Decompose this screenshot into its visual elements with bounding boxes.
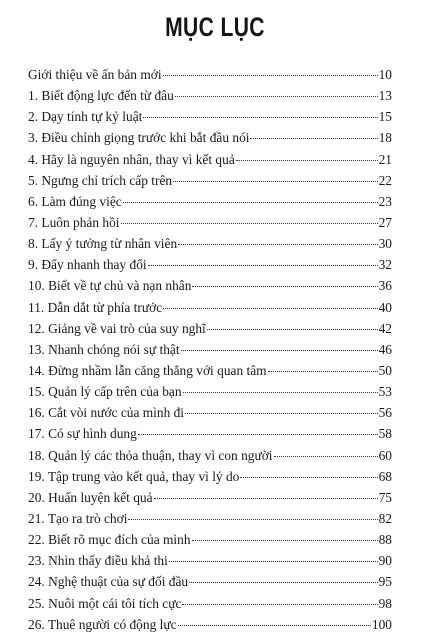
toc-entry-title: 19. Tập trung vào kết quả, thay vì lý do: [28, 468, 240, 484]
dot-leader: [123, 202, 378, 203]
toc-entry-page-number: 98: [378, 595, 392, 611]
toc-entry-title: 7. Luôn phản hồi: [28, 214, 120, 230]
page-title: MỤC LỤC: [165, 12, 265, 42]
toc-entry-title: 10. Biết về tự chủ và nạn nhân: [28, 278, 192, 294]
dot-leader: [138, 434, 378, 435]
dot-leader: [178, 625, 371, 626]
toc-entry-page-number: 60: [378, 447, 392, 463]
toc-entry-title: 13. Nhanh chóng nói sự thật: [28, 341, 180, 357]
toc-entry: [28, 596, 392, 617]
dot-leader: [268, 371, 378, 372]
dot-leader: [181, 350, 378, 351]
toc-entry: [28, 363, 392, 384]
toc-entry: [28, 574, 392, 595]
toc-entry-page-number: 42: [378, 320, 392, 336]
toc-entry-page-number: 88: [378, 532, 392, 548]
dot-leader: [128, 519, 377, 520]
toc-entry-title: 22. Biết rõ mục đích của mình: [28, 532, 191, 548]
toc-entry-page-number: 100: [371, 616, 392, 632]
dot-leader: [189, 582, 378, 583]
dot-leader: [250, 138, 377, 139]
toc-entry-page-number: 36: [378, 278, 392, 294]
toc-entry: [28, 130, 392, 151]
dot-leader: [154, 498, 378, 499]
toc-entry: [28, 469, 392, 490]
dot-leader: [173, 181, 378, 182]
toc-entry-title: 24. Nghệ thuật của sự đối đầu: [28, 574, 189, 590]
toc-entry: [28, 405, 392, 426]
toc-entry: [28, 278, 392, 299]
toc-entry-title: 11. Dẫn dắt từ phía trước: [28, 299, 163, 315]
toc-entry: [28, 553, 392, 574]
dot-leader: [163, 308, 377, 309]
toc-entry: [28, 490, 392, 511]
toc-entry: [28, 426, 392, 447]
toc-entry: [28, 173, 392, 194]
toc-entry: [28, 109, 392, 130]
dot-leader: [192, 540, 378, 541]
toc-entry-page-number: 30: [378, 236, 392, 252]
toc-entry-title: 14. Đừng nhầm lẫn căng thẳng với quan tâm: [28, 362, 267, 378]
toc-entry-title: 21. Tạo ra trò chơi: [28, 510, 128, 526]
toc-entry-page-number: 95: [378, 574, 392, 590]
toc-entry-page-number: 27: [378, 214, 392, 230]
toc-entry: [28, 67, 392, 88]
toc-entry-page-number: 82: [378, 510, 392, 526]
toc-entry-page-number: 18: [378, 130, 392, 146]
toc-entry-page-number: 40: [378, 299, 392, 315]
dot-leader: [169, 561, 378, 562]
toc-entry-title: 9. Đẩy nhanh thay đổi: [28, 257, 147, 273]
toc-entry-title: 18. Quản lý các thỏa thuận, thay vì con người: [28, 447, 273, 463]
dot-leader: [185, 413, 378, 414]
toc-entry-page-number: 23: [378, 193, 392, 209]
toc-entry: [28, 448, 392, 469]
dot-leader: [240, 477, 377, 478]
dot-leader: [175, 96, 378, 97]
toc-entry-title: 3. Điều chỉnh giọng trước khi bắt đầu nói: [28, 130, 250, 146]
dot-leader: [183, 392, 378, 393]
toc-entry-page-number: 75: [378, 489, 392, 505]
toc-entry-title: 6. Làm đúng việc: [28, 193, 122, 209]
dot-leader: [236, 160, 378, 161]
dot-leader: [178, 244, 377, 245]
dot-leader: [192, 286, 377, 287]
toc-entry-page-number: 50: [378, 362, 392, 378]
toc-entry: [28, 236, 392, 257]
toc-entry: [28, 300, 392, 321]
toc-entry-title: 25. Nuôi một cái tôi tích cực: [28, 595, 182, 611]
toc-entry-title: 8. Lấy ý tưởng từ nhân viên: [28, 236, 178, 252]
toc-entry-page-number: 13: [378, 88, 392, 104]
toc-entry-page-number: 21: [378, 151, 392, 167]
toc-entry: [28, 321, 392, 342]
toc-entry-title: 23. Nhìn thấy điều khả thi: [28, 553, 168, 569]
dot-leader: [163, 75, 378, 76]
toc-entry: [28, 152, 392, 173]
toc-entry-page-number: 90: [378, 553, 392, 569]
toc-entry: [28, 384, 392, 405]
toc-entry-title: 20. Huấn luyện kết quả: [28, 489, 153, 505]
toc-entry-title: 1. Biết động lực đến từ đâu: [28, 88, 174, 104]
toc-entry-title: 12. Giảng về vai trò của suy nghĩ: [28, 320, 206, 336]
toc-entry-page-number: 15: [378, 109, 392, 125]
toc-entry: [28, 342, 392, 363]
toc-entry: [28, 257, 392, 278]
dot-leader: [182, 604, 377, 605]
dot-leader: [143, 117, 377, 118]
toc-entry-title: 15. Quản lý cấp trên của bạn: [28, 384, 182, 400]
toc-entry-title: 5. Ngưng chỉ trích cấp trên: [28, 172, 173, 188]
toc-entry-title: 16. Cắt vòi nước của mình đi: [28, 405, 185, 421]
toc-entry-page-number: 10: [378, 67, 392, 82]
toc-entry-title: 26. Thuê người có động lực: [28, 616, 177, 632]
toc-entry-page-number: 58: [378, 426, 392, 442]
toc-entry-page-number: 56: [378, 405, 392, 421]
toc-entry: [28, 511, 392, 532]
toc-entry-page-number: 53: [378, 384, 392, 400]
dot-leader: [207, 329, 378, 330]
toc-entry: [28, 88, 392, 109]
dot-leader: [121, 223, 378, 224]
toc-entry-page-number: 46: [378, 341, 392, 357]
toc-entry: [28, 532, 392, 553]
dot-leader: [274, 456, 378, 457]
dot-leader: [148, 265, 378, 266]
toc-entry-page-number: 32: [378, 257, 392, 273]
toc-entry-page-number: 22: [378, 172, 392, 188]
toc-entry: [28, 617, 392, 638]
toc-entry-title: 2. Dạy tính tự kỷ luật: [28, 109, 143, 125]
toc-entry-title: 17. Có sự hình dung: [28, 426, 137, 442]
toc-entry-title: Giới thiệu về ấn bản mới: [28, 67, 162, 82]
toc-entry: [28, 215, 392, 236]
toc-entry-title: 4. Hãy là nguyên nhân, thay vì kết quả: [28, 151, 235, 167]
table-of-contents: [28, 67, 392, 638]
toc-entry: [28, 194, 392, 215]
toc-entry-page-number: 68: [378, 468, 392, 484]
